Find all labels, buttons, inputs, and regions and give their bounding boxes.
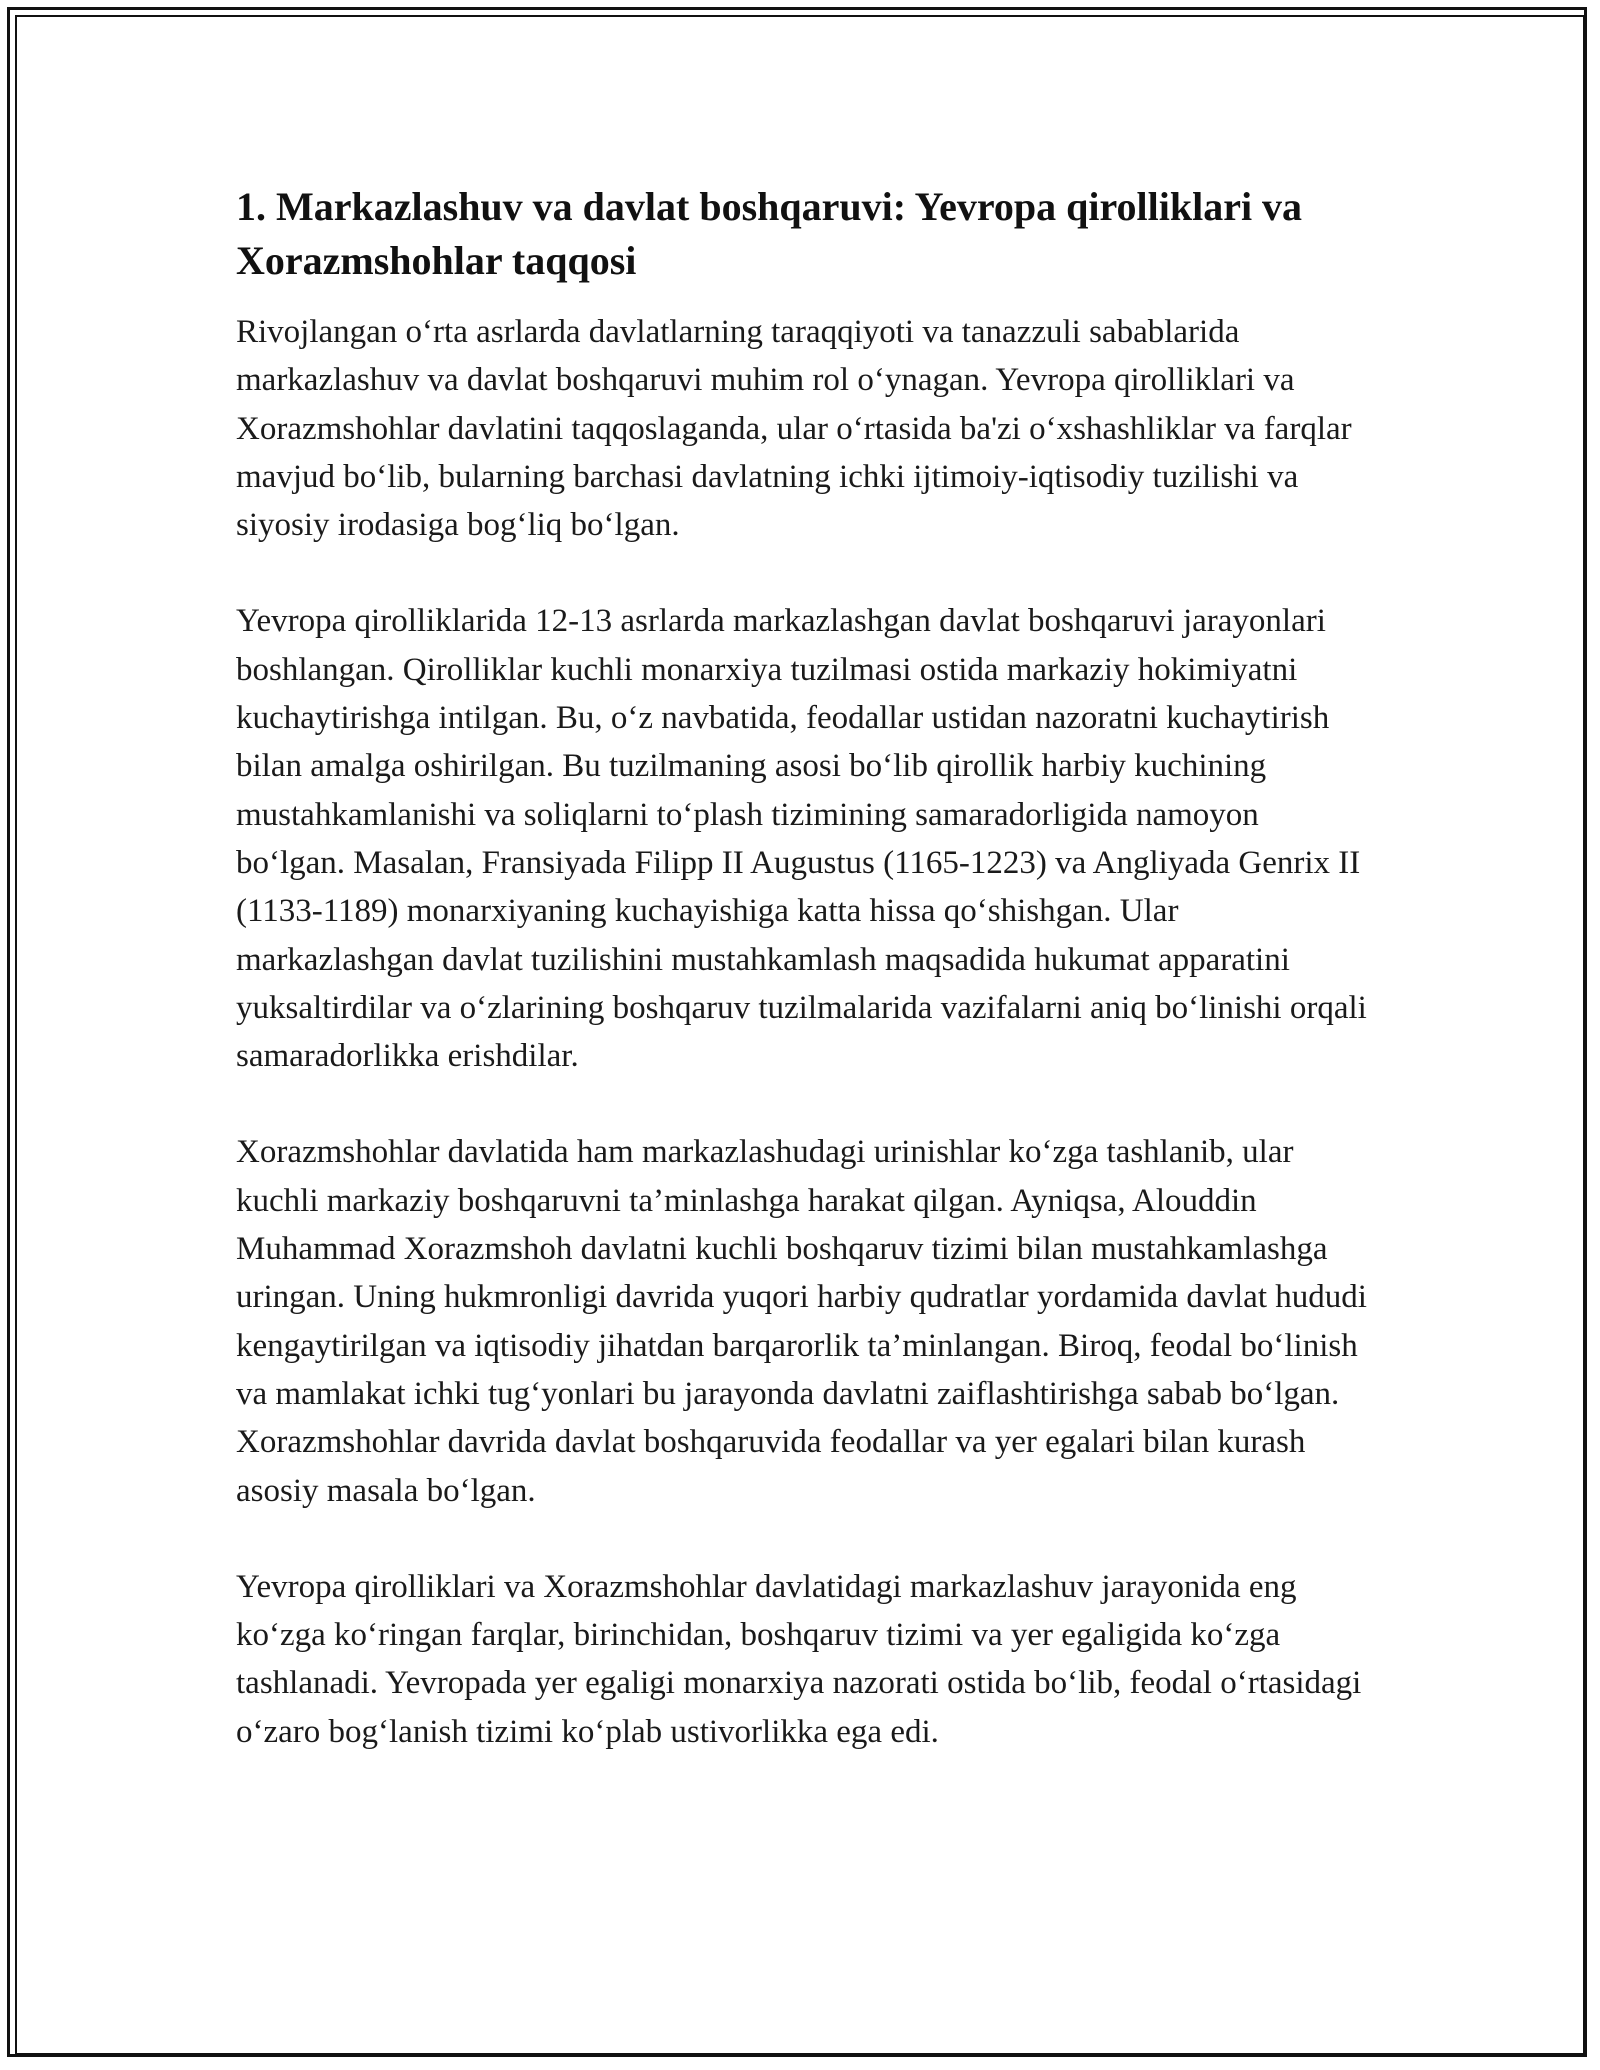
paragraph-3: Xorazmshohlar davlatida ham markazlashudagi urinishlar ko‘zga tashlanib, ular kuchli markaziy boshqaruvni ta’minlashga harakat qilgan. Ayniqsa, Alouddin Muhammad Xorazmshoh davlatni kuchli boshqaruv tizimi bilan mustahkamlashga uringan. Uning hukmronligi davrida yuqori harbiy qudratlar yordamida davlat hududi kengaytirilgan va iqtisodiy jihatdan barqarorlik ta’minlangan. Biroq, feodal bo‘linish va mamlakat ichki tug‘yonlari bu jarayonda davlatni zaiflashtirishga sabab bo‘lgan. Xorazmshohlar davrida davlat boshqaruvida feodallar va yer egalari bilan kurash asosiy masala bo‘lgan. bbox=[236, 1134, 1367, 1509]
paragraph-4: Yevropa qirolliklari va Xorazmshohlar davlatidagi markazlashuv jarayonida eng ko‘zga ko‘ringan farqlar, birinchidan, boshqaruv tizimi va yer egaligida ko‘zga tashlanadi. Yevropada yer egaligi monarxiya nazorati ostida bo‘lib, feodal o‘rtasidagi o‘zaro bog‘lanish tizimi ko‘plab ustivorlikka ega edi. bbox=[236, 1568, 1362, 1750]
paragraph-2: Yevropa qirolliklarida 12-13 asrlarda markazlashgan davlat boshqaruvi jarayonlari boshlangan. Qirolliklar kuchli monarxiya tuzilmasi ostida markaziy hokimiyatni kuchaytirishga intilgan. Bu, o‘z navbatida, feodallar ustidan nazoratni kuchaytirish bilan amalga oshirilgan. Bu tuzilmaning asosi bo‘lib qirollik harbiy kuchining mustahkamlanishi va soliqlarni to‘plash tizimining samaradorligida namoyon bo‘lgan. Masalan, Fransiyada Filipp II Augustus (1165-1223) va Angliyada Genrix II (1133-1189) monarxiyaning kuchayishiga katta hissa qo‘shishgan. Ular markazlashgan davlat tuzilishini mustahkamlash maqsadida hukumat apparatini yuksaltirdilar va o‘zlarining boshqaruv tuzilmalarida vazifalarni aniq bo‘linishi orqali samaradorlikka erishdilar. bbox=[236, 603, 1367, 1075]
section-heading: 1. Markazlashuv va davlat boshqaruvi: Yevropa qirolliklari va Xorazmshohlar taqqosi bbox=[236, 184, 1303, 283]
document-body bbox=[236, 180, 1372, 1804]
paragraph-1: Rivojlangan o‘rta asrlarda davlatlarning taraqqiyoti va tanazzuli sabablarida markazlashuv va davlat boshqaruvi muhim rol o‘ynagan. Yevropa qirolliklari va Xorazmshohlar davlatini taqqoslaganda, ular o‘rtasida ba'zi o‘xshashliklar va farqlar mavjud bo‘lib, bularning barchasi davlatning ichki ijtimoiy-iqtisodiy tuzilishi va siyosiy irodasiga bog‘liq bo‘lgan. bbox=[236, 314, 1352, 544]
